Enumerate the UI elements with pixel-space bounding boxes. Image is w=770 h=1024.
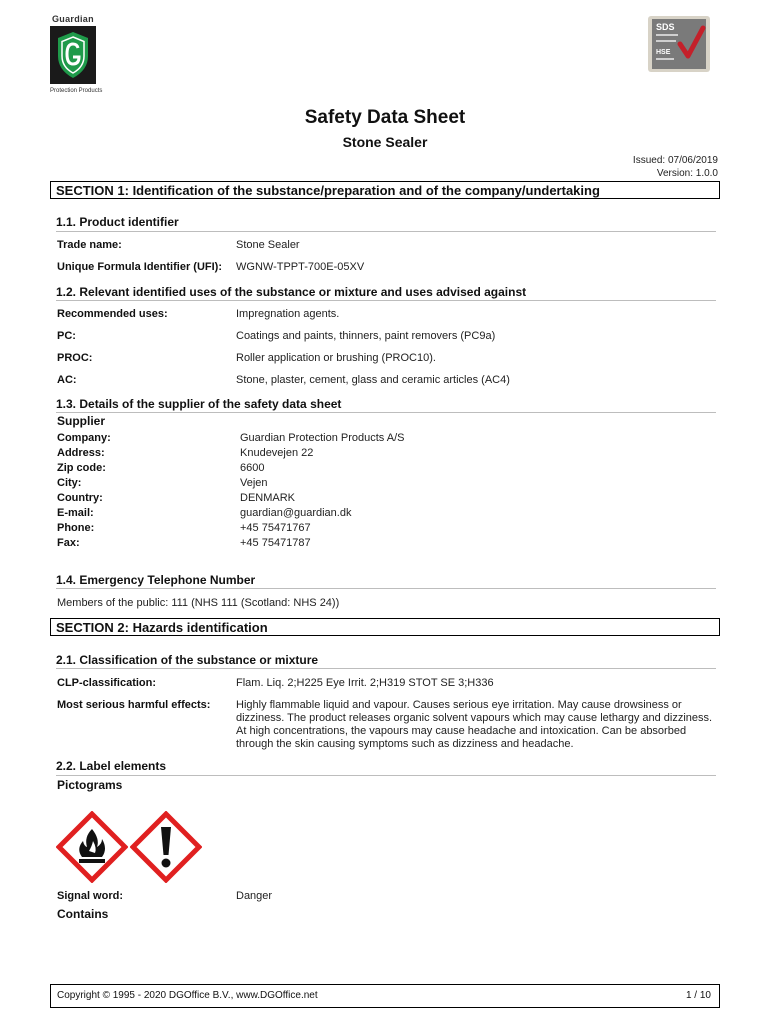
trade-name-label: Trade name: xyxy=(57,239,122,251)
signal-word-label: Signal word: xyxy=(57,890,123,902)
address-label: Address: xyxy=(57,447,105,459)
product-name-heading: Stone Sealer xyxy=(342,134,428,150)
zip-code-label: Zip code: xyxy=(57,462,106,474)
city-value: Vejen xyxy=(240,477,268,489)
pc-label: PC: xyxy=(57,330,76,342)
divider xyxy=(56,775,716,776)
guardian-shield-icon xyxy=(50,26,96,84)
zip-code-value: 6600 xyxy=(240,462,265,474)
email-label: E-mail: xyxy=(57,507,94,519)
sds-badge-line2: HSE xyxy=(656,49,671,56)
recommended-uses-label: Recommended uses: xyxy=(57,308,168,320)
divider xyxy=(56,412,716,413)
company-logo xyxy=(50,14,103,94)
contains-heading: Contains xyxy=(57,907,109,921)
logo-tagline: Protection Products xyxy=(50,88,103,94)
ac-label: AC: xyxy=(57,374,77,386)
recommended-uses-value: Impregnation agents. xyxy=(236,308,340,320)
phone-value: +45 75471767 xyxy=(240,522,311,534)
signal-word-value: Danger xyxy=(236,890,273,902)
document-title: Safety Data Sheet xyxy=(304,107,466,128)
section-2-header: SECTION 2: Hazards identification xyxy=(50,618,720,636)
divider xyxy=(56,668,716,669)
ac-value: Stone, plaster, cement, glass and ceramic articles (AC4) xyxy=(236,374,510,386)
harmful-effects-label: Most serious harmful effects: xyxy=(57,699,211,711)
logo-brand-text: Guardian xyxy=(52,14,94,24)
supplier-heading: Supplier xyxy=(57,414,106,428)
section-1-header: SECTION 1: Identification of the substance/preparation and of the company/undertaking xyxy=(50,181,720,199)
subsection-1-2-heading: 1.2. Relevant identified uses of the substance or mixture and uses advised against xyxy=(56,285,527,299)
subsection-1-3-heading: 1.3. Details of the supplier of the safety data sheet xyxy=(56,397,342,411)
address-value: Knudevejen 22 xyxy=(240,447,314,459)
country-value: DENMARK xyxy=(240,492,296,504)
supplier-labels xyxy=(57,431,111,551)
phone-label: Phone: xyxy=(57,522,95,534)
fax-label: Fax: xyxy=(57,537,80,549)
subsection-2-1-heading: 2.1. Classification of the substance or mixture xyxy=(56,653,319,667)
proc-label: PROC: xyxy=(57,352,93,364)
company-value: Guardian Protection Products A/S xyxy=(240,432,405,444)
emergency-phone-text: Members of the public: 111 (NHS 111 (Scotland: NHS 24)) xyxy=(57,597,340,609)
trade-name-value: Stone Sealer xyxy=(236,239,300,251)
subsection-1-4-heading: 1.4. Emergency Telephone Number xyxy=(56,573,256,587)
page-footer xyxy=(50,984,720,1008)
harmful-effects-value: Highly flammable liquid and vapour. Causes serious eye irritation. May cause drowsiness or dizziness. The product releases organic solvent vapours which may cause lethargy and dizziness. At high concentrations, the vapours may cause headache and intoxication. Can be absorbed through the skin causing symptoms such as dizziness and headache. xyxy=(236,699,713,750)
country-label: Country: xyxy=(57,492,103,504)
version-number: Version: 1.0.0 xyxy=(656,168,718,179)
copyright-text: Copyright © 1995 - 2020 DGOffice B.V., www.DGOffice.net xyxy=(57,990,318,1001)
issued-date: Issued: 07/06/2019 xyxy=(632,155,718,166)
divider xyxy=(56,300,716,301)
flame-pictogram-icon xyxy=(56,811,128,883)
fax-value: +45 75471787 xyxy=(240,537,311,549)
ufi-label: Unique Formula Identifier (UFI): xyxy=(57,261,222,273)
issue-info xyxy=(633,154,718,180)
clp-classification-label: CLP-classification: xyxy=(57,677,157,689)
sds-badge-line1: SDS xyxy=(656,22,675,32)
clp-classification-value: Flam. Liq. 2;H225 Eye Irrit. 2;H319 STOT SE 3;H336 xyxy=(236,677,494,689)
subsection-2-2-heading: 2.2. Label elements xyxy=(56,759,167,773)
city-label: City: xyxy=(57,477,82,489)
sds-certification-badge xyxy=(648,16,710,72)
sds-badge-icon xyxy=(648,16,710,72)
pc-value: Coatings and paints, thinners, paint removers (PC9a) xyxy=(236,330,496,342)
divider xyxy=(56,231,716,232)
divider xyxy=(56,588,716,589)
supplier-values xyxy=(240,431,404,551)
company-label: Company: xyxy=(57,432,111,444)
proc-value: Roller application or brushing (PROC10). xyxy=(236,352,436,364)
email-value[interactable]: guardian@guardian.dk xyxy=(240,507,352,519)
page-number: 1 / 10 xyxy=(685,990,711,1001)
subsection-1-1-heading: 1.1. Product identifier xyxy=(56,215,179,229)
exclamation-pictogram-icon xyxy=(130,811,202,883)
pictograms-heading: Pictograms xyxy=(57,778,123,792)
ufi-value: WGNW-TPPT-700E-05XV xyxy=(236,261,365,273)
